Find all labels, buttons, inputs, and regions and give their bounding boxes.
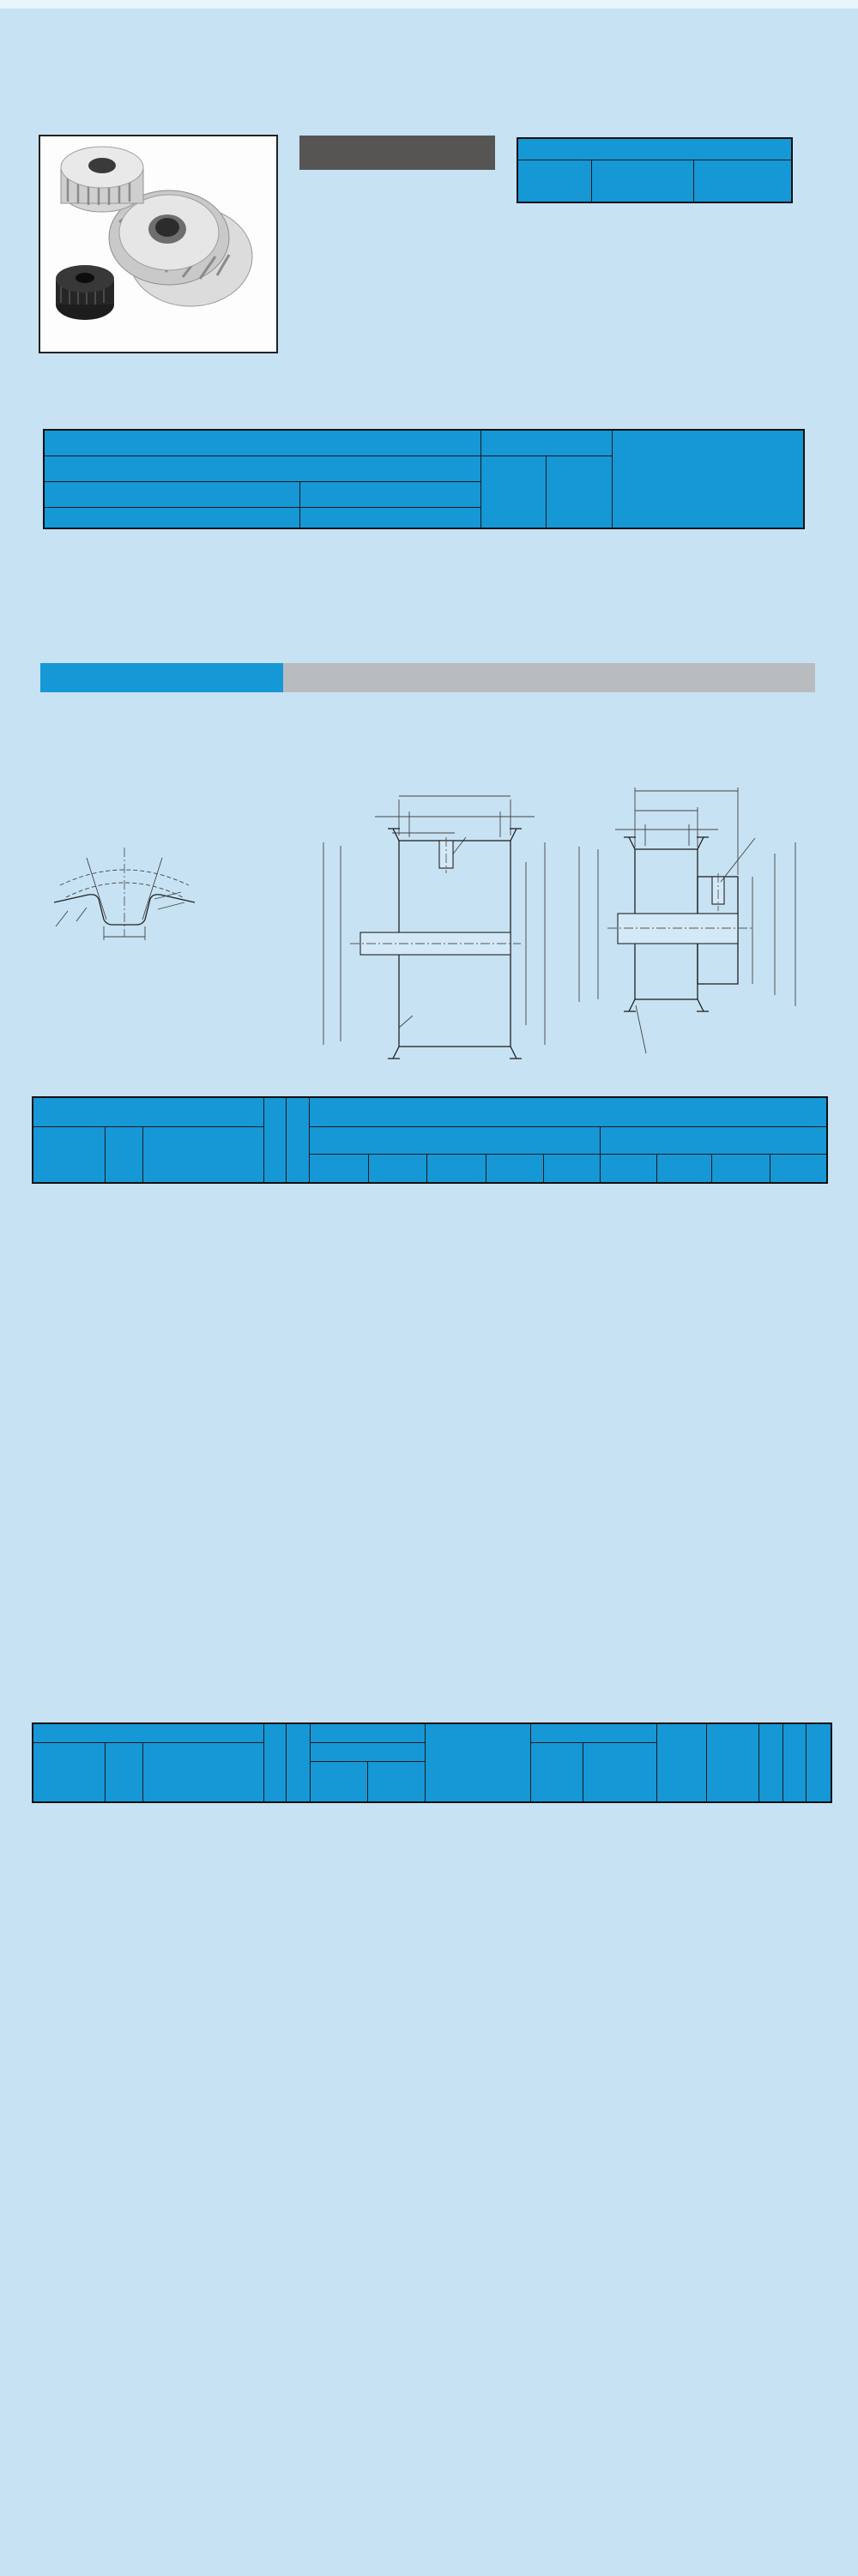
col-header: [44, 481, 299, 507]
col-header: [310, 1742, 425, 1761]
col-header: [142, 1126, 263, 1183]
col-header: [44, 430, 480, 455]
col-header: [480, 430, 612, 455]
col-header: [782, 1723, 806, 1802]
col-header: [286, 1097, 309, 1183]
col-header: [142, 1742, 263, 1802]
dimension-table: [32, 1722, 832, 1803]
spec-header: [44, 507, 299, 528]
col-header: [368, 1154, 426, 1183]
col-header: [33, 1126, 105, 1183]
col-header: [310, 1723, 425, 1742]
pulley-photo-illustration: [40, 136, 273, 348]
col-header: [530, 1742, 583, 1802]
type-material-table: [43, 429, 805, 529]
col-header: [309, 1097, 827, 1126]
col-header: [543, 1154, 600, 1183]
col-header: [33, 1742, 105, 1802]
col-header: [263, 1097, 286, 1183]
col-header: [591, 160, 693, 203]
col-header: [309, 1154, 368, 1183]
bore-diameter-table: [32, 1096, 828, 1184]
top-strip: [0, 0, 858, 9]
col-header: [517, 160, 591, 203]
product-name-box: [299, 136, 495, 170]
thread-hole-table: [517, 137, 793, 203]
col-header: [426, 1154, 486, 1183]
col-header: [299, 481, 480, 507]
col-header: [693, 160, 792, 203]
col-header: [706, 1723, 758, 1802]
col-header: [656, 1723, 706, 1802]
col-header: [600, 1126, 827, 1154]
col-header: [33, 1723, 263, 1742]
technical-drawing: [21, 686, 837, 1089]
col-header: [770, 1154, 827, 1183]
col-header: [480, 455, 546, 528]
col-header: [105, 1742, 142, 1802]
product-photo: [39, 135, 278, 353]
col-header: [367, 1761, 425, 1802]
col-header: [309, 1126, 600, 1154]
col-header: [583, 1742, 656, 1802]
col-header: [711, 1154, 770, 1183]
col-header: [425, 1723, 530, 1802]
col-header: [44, 455, 480, 481]
col-header: [530, 1723, 656, 1742]
col-header: [656, 1154, 711, 1183]
col-header: [806, 1723, 831, 1802]
col-header: [486, 1154, 543, 1183]
col-header: [546, 455, 612, 528]
col-header: [758, 1723, 782, 1802]
col-header: [612, 430, 804, 528]
thread-table-title: [517, 138, 792, 160]
col-header: [33, 1097, 263, 1126]
col-header: [310, 1761, 367, 1802]
col-header: [263, 1723, 286, 1802]
col-header: [600, 1154, 656, 1183]
col-header: [286, 1723, 310, 1802]
col-header: [105, 1126, 142, 1183]
spec-header: [299, 507, 480, 528]
